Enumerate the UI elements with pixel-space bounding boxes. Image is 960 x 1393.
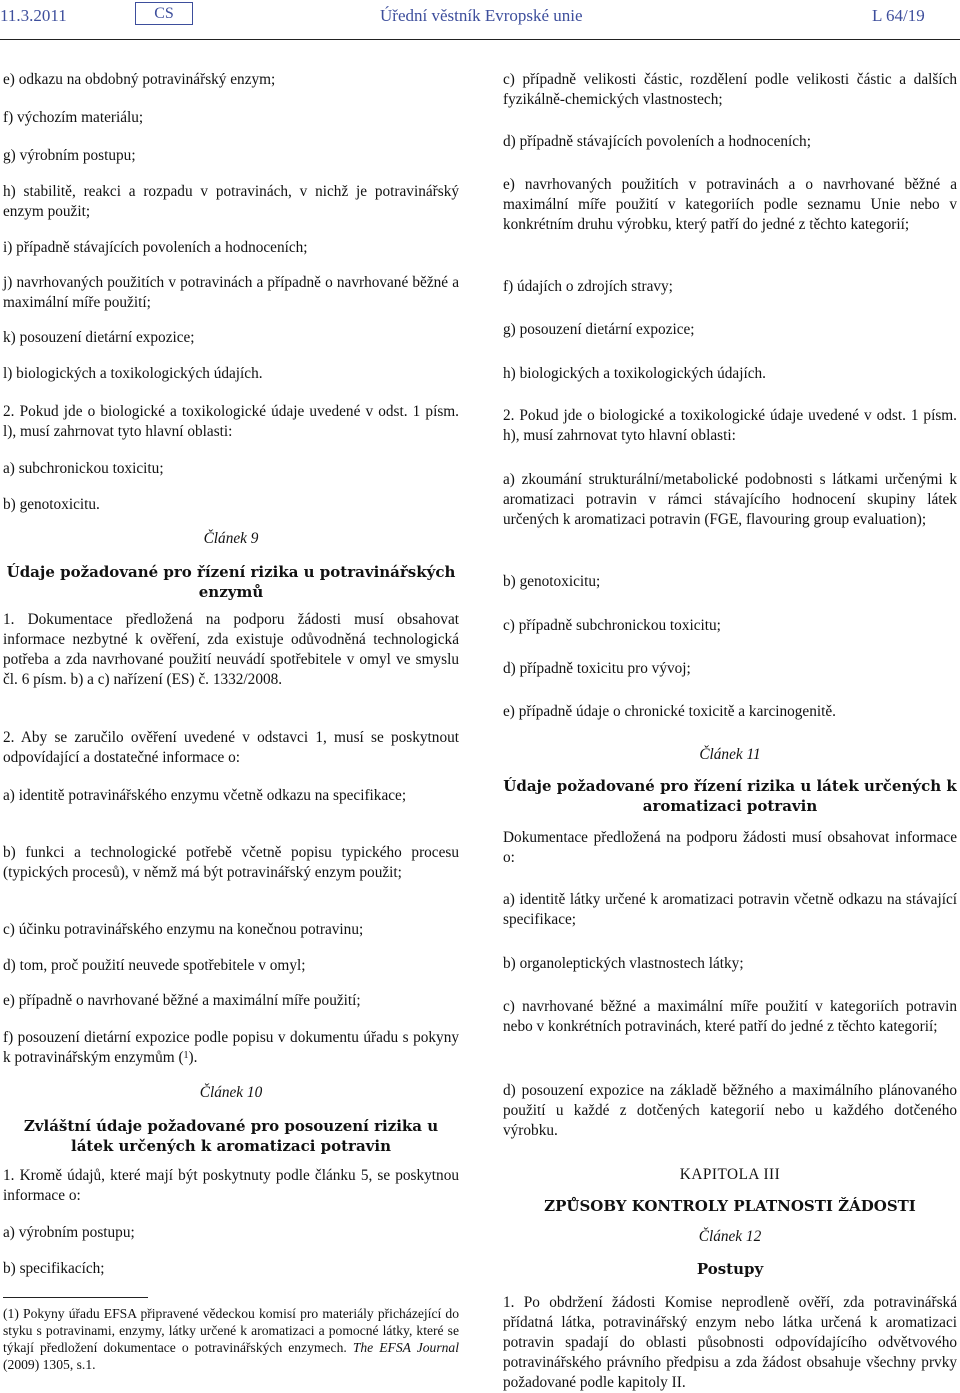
- list-item: c) navrhované běžné a maximální míře použití v kategoriích potravin nebo v konkrétních potravinách, které patří do jedné z těchto kategorií;: [503, 998, 957, 1035]
- journal-header: [0, 0, 960, 40]
- list-item: i) případně stávajících povoleních a hodnoceních;: [3, 239, 308, 256]
- footnote-mark: (1): [3, 1306, 19, 1321]
- list-item: f) údajích o zdrojích stravy;: [503, 278, 673, 295]
- article-label: Článek 10: [199, 1084, 263, 1101]
- list-item: d) případně toxicitu pro vývoj;: [503, 660, 691, 677]
- footnote-rule: [3, 1297, 148, 1298]
- list-item: l) biologických a toxikologických údajích.: [3, 365, 263, 382]
- list-item: g) posouzení dietární expozice;: [503, 321, 695, 338]
- footnote-journal: The EFSA Journal: [352, 1340, 459, 1355]
- article-title: Údaje požadované pro řízení rizika u látek určených k aromatizaci potravin: [503, 777, 957, 815]
- article-title: Zvláštní údaje požadované pro posouzení rizika u látek určených k aromatizaci potravin: [23, 1117, 439, 1155]
- list-item: b) specifikacích;: [3, 1260, 105, 1277]
- list-item: e) odkazu na obdobný potravinářský enzym;: [3, 71, 276, 88]
- list-item: g) výrobním postupu;: [3, 147, 136, 164]
- list-item: e) případně údaje o chronické toxicitě a karcinogenitě.: [503, 703, 836, 720]
- paragraph: 2. Pokud jde o biologické a toxikologické údaje uvedené v odst. 1 písm. l), musí zahrnovat tyto hlavní oblasti:: [3, 403, 459, 440]
- list-item: b) funkci a technologické potřebě včetně popisu typického procesu (typických procesů), v němž má být potravinářský enzym použit;: [3, 844, 459, 881]
- list-item: b) organoleptických vlastnostech látky;: [503, 955, 744, 972]
- list-item: a) subchronickou toxicitu;: [3, 460, 164, 477]
- list-item: b) genotoxicitu.: [3, 496, 100, 513]
- paragraph: 1. Kromě údajů, které mají být poskytnuty podle článku 5, se poskytnou informace o:: [3, 1167, 459, 1204]
- page-number: L 64/19: [872, 6, 925, 25]
- list-item: a) identitě potravinářského enzymu včetně odkazu na specifikace;: [3, 787, 407, 804]
- footnote-text: Pokyny úřadu EFSA připravené vědeckou komisí pro materiály přicházející do styku s potravinami, enzymy, látky určené k aromatizaci a pomocné látky, které se týkají předložení dokumentace o potravinářských enzymech.: [3, 1306, 459, 1355]
- list-item: j) navrhovaných použitích v potravinách a případně o navrhované běžné a maximální míře použití;: [3, 274, 459, 311]
- paragraph: 1. Po obdržení žádosti Komise neprodleně ověří, zda potravinářská přídatná látka, potravinářský enzym nebo látka určená k aromatizaci potravin spadají do oblasti působnosti odpovídajícího odvětvového potravinářského právního předpisu a zda žádost obsahuje všechny prvky požadované podle kapitoly II.: [503, 1294, 957, 1391]
- list-item: [3, 1028, 459, 1068]
- header-rule: [0, 39, 960, 40]
- paragraph: Dokumentace předložená na podporu žádosti musí obsahovat informace o:: [503, 829, 957, 866]
- list-item: a) identitě látky určené k aromatizaci potravin včetně odkazu na stávající specifikace;: [503, 891, 957, 928]
- journal-title: Úřední věstník Evropské unie: [380, 6, 583, 25]
- list-item: d) tom, proč použití neuvede spotřebitele v omyl;: [3, 957, 306, 974]
- article-title: Údaje požadované pro řízení rizika u potravinářských enzymů: [6, 563, 456, 601]
- list-item: c) účinku potravinářského enzymu na konečnou potravinu;: [3, 921, 364, 938]
- header-date: 11.3.2011: [0, 6, 67, 25]
- list-item: d) posouzení expozice na základě běžného a maximálního plánovaného použití u každé z dotčených kategorií nebo u každého dotčeného výrobku.: [503, 1082, 957, 1139]
- list-item: h) stabilitě, reakci a rozpadu v potravinách, v nichž je potravinářský enzym použit;: [3, 183, 459, 220]
- chapter-title: ZPŮSOBY KONTROLY PLATNOSTI ŽÁDOSTI: [544, 1197, 916, 1215]
- article-label: Článek 9: [203, 530, 259, 547]
- list-item: f) výchozím materiálu;: [3, 109, 144, 126]
- list-item: h) biologických a toxikologických údajích.: [503, 365, 766, 382]
- list-item: b) genotoxicitu;: [503, 573, 601, 590]
- paragraph: 2. Pokud jde o biologické a toxikologické údaje uvedené v odst. 1 písm. h), musí zahrnovat tyto hlavní oblasti:: [503, 407, 957, 444]
- article-label: Článek 12: [698, 1228, 762, 1245]
- list-item: c) případně subchronickou toxicitu;: [503, 617, 721, 634]
- footnote: [3, 1305, 459, 1373]
- list-item-text: f) posouzení dietární expozice podle popisu v dokumentu úřadu s pokyny k potravinářským enzymům (: [3, 1029, 459, 1066]
- paragraph: 2. Aby se zaručilo ověření uvedené v odstavci 1, musí se poskytnout odpovídající a dostatečné informace o:: [3, 729, 459, 766]
- chapter-label: KAPITOLA III: [679, 1166, 781, 1183]
- article-label: Článek 11: [699, 746, 761, 763]
- list-item: a) zkoumání strukturální/metabolické podobnosti s látkami určenými k aromatizaci potravin v rámci stávajícího hodnocení skupiny látek určených k aromatizaci potravin (FGE, flavouring group evaluation);: [503, 471, 957, 528]
- footnote-text-end: (2009) 1305, s.1.: [3, 1357, 96, 1372]
- list-item: k) posouzení dietární expozice;: [3, 329, 195, 346]
- article-title: Postupy: [696, 1260, 764, 1278]
- language-badge: CS: [135, 2, 193, 25]
- paragraph: 1. Dokumentace předložená na podporu žádosti musí obsahovat informace nezbytné k ověření, zda existuje odůvodněná technologická potřeba a zda navrhované použití neuvádí spotřebitele v omyl ve smyslu čl. 6 písm. b) a c) nařízení (ES) č. 1332/2008.: [3, 611, 459, 688]
- list-item: e) případně o navrhované běžné a maximální míře použití;: [3, 992, 361, 1009]
- list-item-tail: ).: [188, 1049, 198, 1066]
- list-item: e) navrhovaných použitích v potravinách a o navrhované běžné a maximální míře použití v kategoriích podle seznamu Unie nebo v konkrétním druhu výrobku, který patří do jedné z těchto kategorií;: [503, 176, 957, 233]
- footnote-ref[interactable]: 1: [183, 1050, 189, 1061]
- list-item: a) výrobním postupu;: [3, 1224, 135, 1241]
- list-item: c) případně velikosti částic, rozdělení podle velikosti částic a dalších fyzikálně-chemických vlastnostech;: [503, 71, 957, 108]
- list-item: d) případně stávajících povoleních a hodnoceních;: [503, 133, 811, 150]
